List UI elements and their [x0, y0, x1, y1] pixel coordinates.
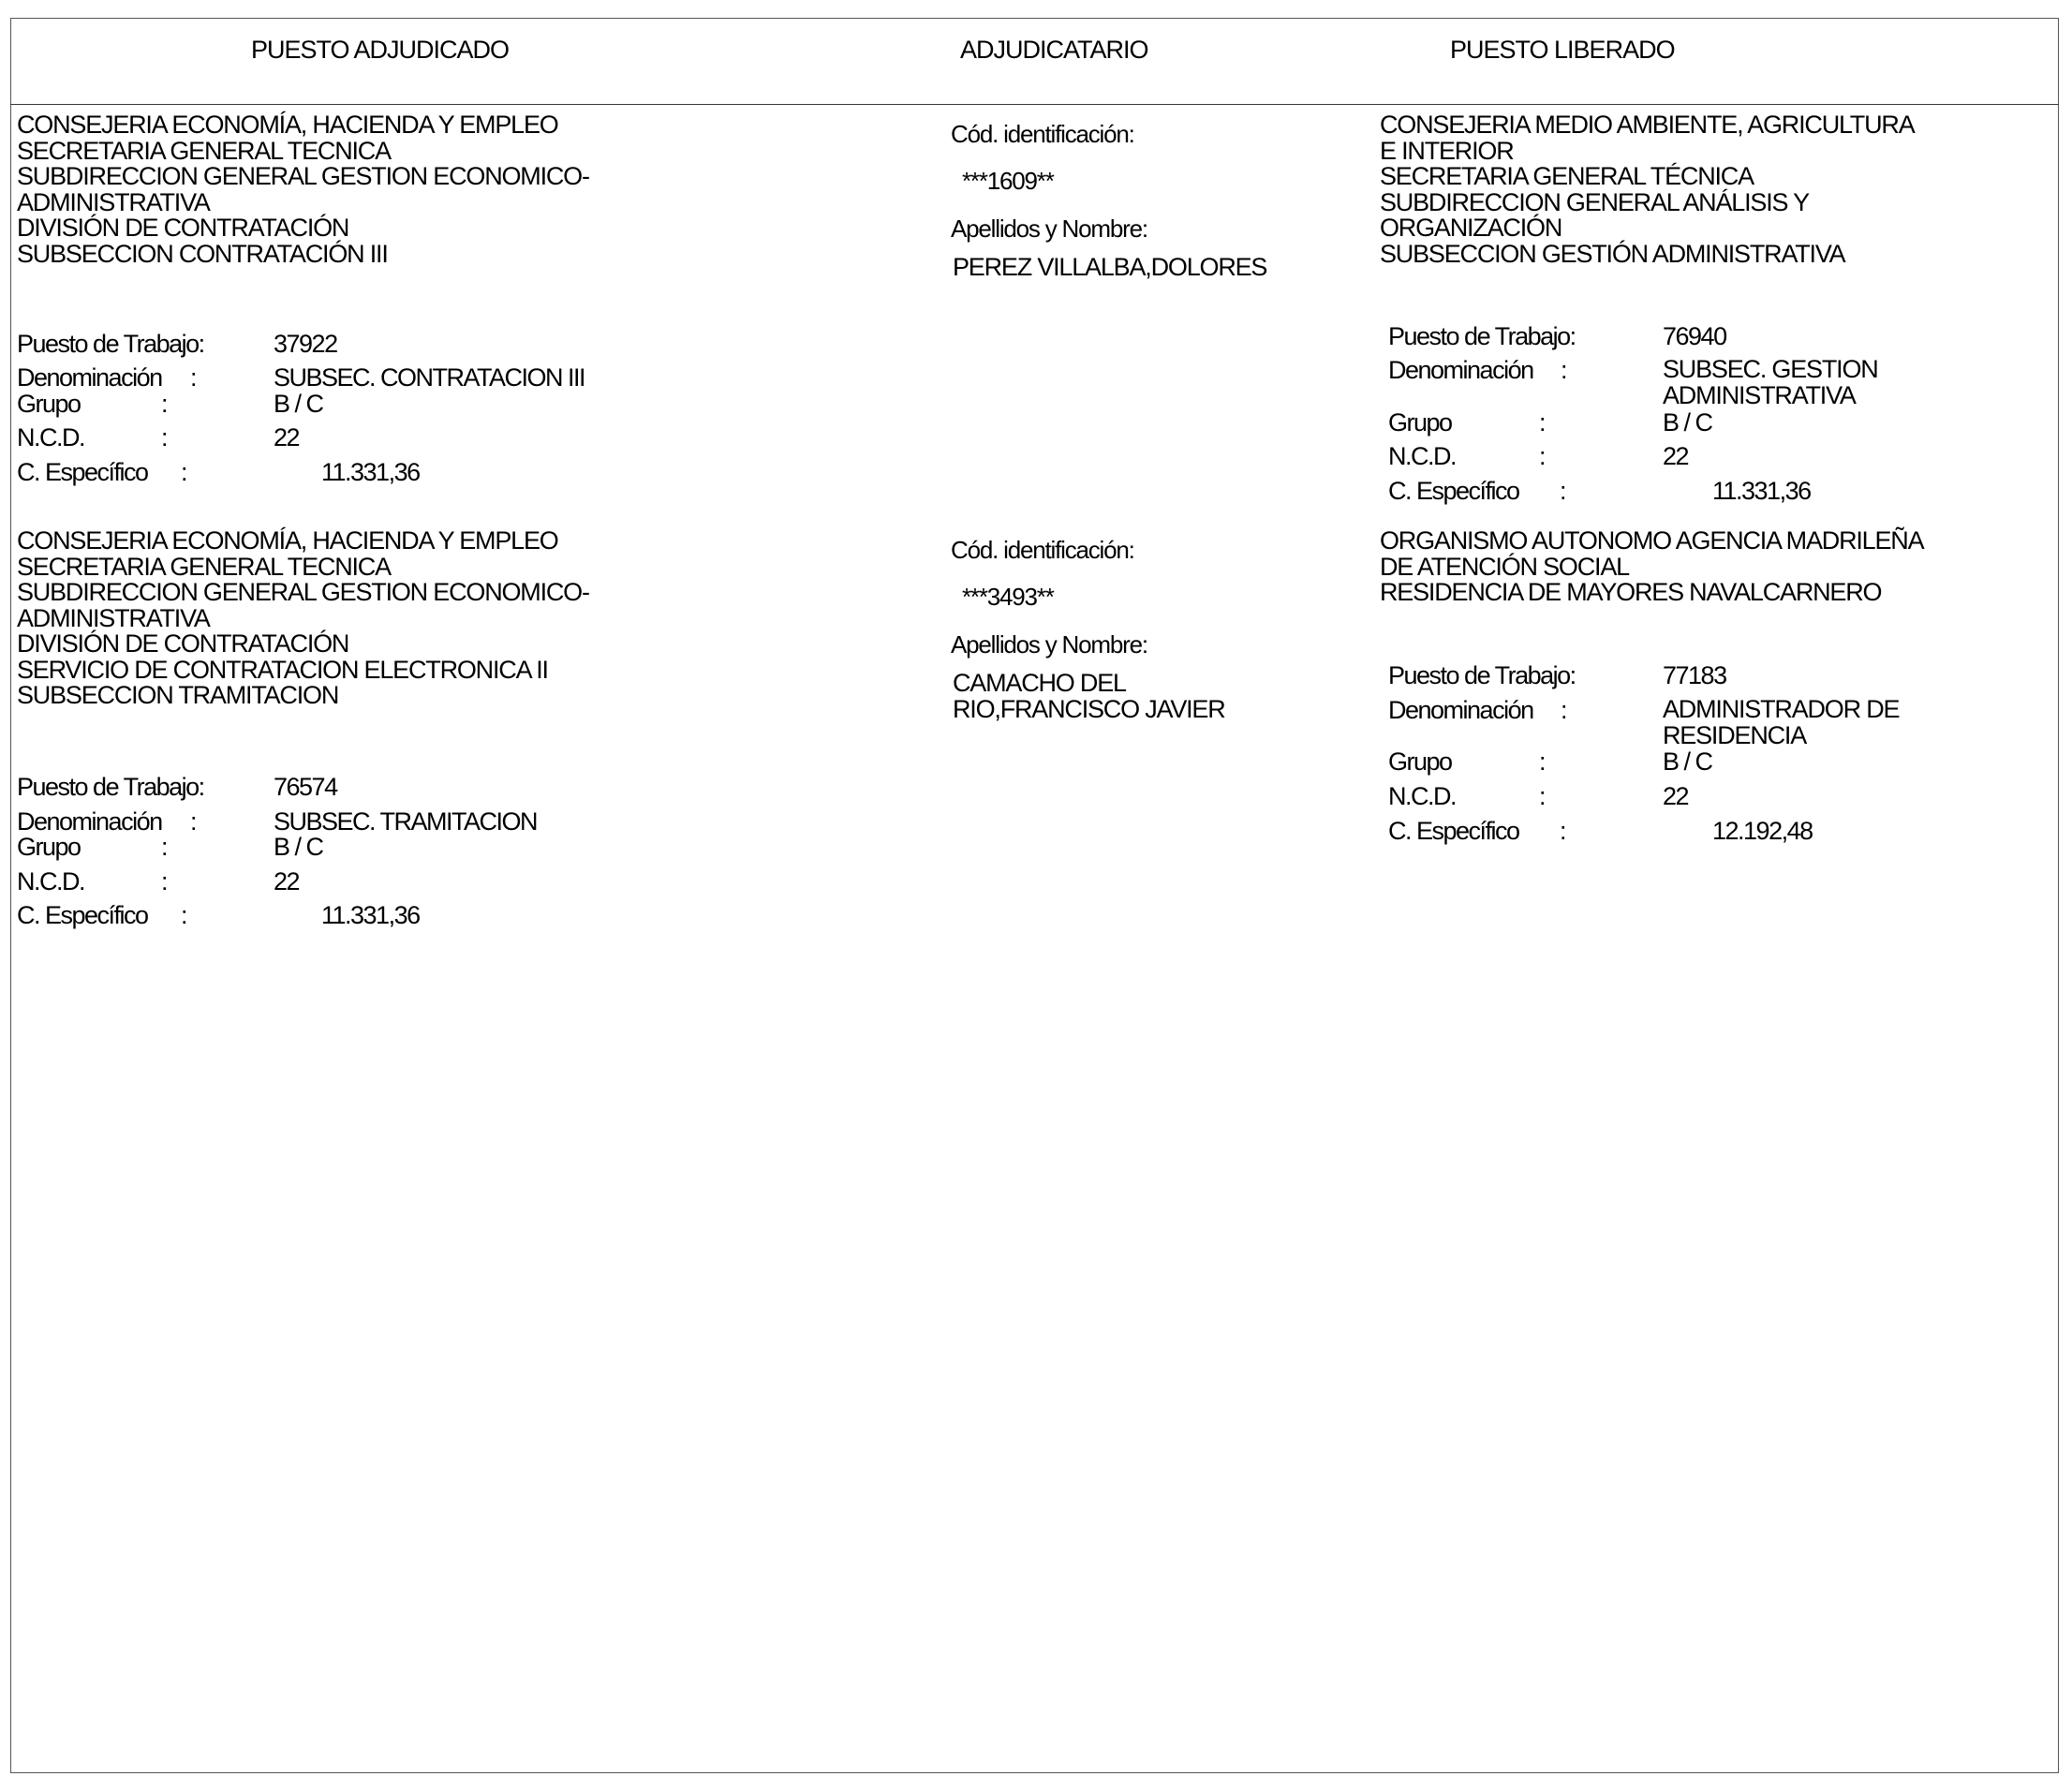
- nombre-line: PEREZ VILLALBA,DOLORES: [953, 253, 1267, 281]
- org-line: SERVICIO DE CONTRATACION ELECTRONICA II: [17, 655, 548, 684]
- ncd-label: N.C.D.: [1388, 782, 1456, 810]
- record-2-liberado-org: [1380, 528, 1923, 606]
- denominacion-value: [1663, 697, 1899, 748]
- colon: :: [161, 833, 168, 861]
- org-line: CONSEJERIA MEDIO AMBIENTE, AGRICULTURA: [1380, 111, 1915, 139]
- nombre-line: CAMACHO DEL: [953, 669, 1126, 697]
- especifico-value: 11.331,36: [321, 901, 420, 929]
- org-line: SECRETARIA GENERAL TECNICA: [17, 136, 391, 165]
- colon: :: [1560, 817, 1566, 845]
- record-1-liberado-org: [1380, 112, 1915, 267]
- colon: :: [161, 390, 168, 418]
- org-line: SUBSECCION GESTIÓN ADMINISTRATIVA: [1380, 239, 1845, 268]
- especifico-label: C. Específico: [1388, 817, 1519, 845]
- header-puesto-adjudicado: PUESTO ADJUDICADO: [251, 36, 510, 64]
- org-line: CONSEJERIA ECONOMÍA, HACIENDA Y EMPLEO: [17, 111, 558, 139]
- org-line: E INTERIOR: [1380, 136, 1514, 165]
- document-frame: [10, 18, 2059, 1773]
- especifico-value: 11.331,36: [321, 458, 420, 486]
- org-line: SUBSECCION CONTRATACIÓN III: [17, 239, 388, 268]
- adjudicatario-nombre: [953, 255, 1266, 281]
- especifico-value: 11.331,36: [1712, 477, 1811, 505]
- denominacion-line: RESIDENCIA: [1663, 720, 1807, 749]
- colon: :: [1539, 442, 1546, 470]
- org-line: SECRETARIA GENERAL TECNICA: [17, 552, 391, 581]
- colon: :: [1561, 356, 1567, 384]
- ncd-value: 22: [274, 423, 300, 451]
- org-line: SUBDIRECCION GENERAL ANÁLISIS Y: [1380, 187, 1809, 216]
- ncd-value: 22: [1663, 782, 1689, 810]
- grupo-value: B / C: [1663, 747, 1712, 776]
- puesto-label: Puesto de Trabajo:: [17, 330, 204, 358]
- puesto-value: 37922: [274, 330, 337, 358]
- apellidos-nombre-label: Apellidos y Nombre:: [951, 215, 1147, 243]
- ncd-label: N.C.D.: [17, 423, 84, 451]
- org-line: RESIDENCIA DE MAYORES NAVALCARNERO: [1380, 578, 1882, 606]
- grupo-value: B / C: [274, 833, 323, 861]
- org-line: DIVISIÓN DE CONTRATACIÓN: [17, 629, 349, 658]
- colon: :: [161, 867, 168, 895]
- org-line: ADMINISTRATIVA: [17, 187, 210, 216]
- ncd-value: 22: [1663, 442, 1689, 470]
- record-1-adjudicado-org: [17, 112, 589, 267]
- nombre-line: RIO,FRANCISCO JAVIER: [953, 694, 1225, 723]
- header-puesto-liberado: PUESTO LIBERADO: [1450, 36, 1675, 64]
- especifico-value: 12.192,48: [1712, 817, 1813, 845]
- colon: :: [190, 363, 197, 392]
- colon: :: [1560, 477, 1566, 505]
- denominacion-line: ADMINISTRATIVA: [1663, 380, 1856, 409]
- colon: :: [1539, 747, 1546, 776]
- puesto-label: Puesto de Trabajo:: [1388, 661, 1576, 689]
- denominacion-label: Denominación: [17, 363, 162, 392]
- org-line: DIVISIÓN DE CONTRATACIÓN: [17, 214, 349, 242]
- cod-identificacion-label: Cód. identificación:: [951, 536, 1134, 564]
- header-divider: [10, 104, 2059, 105]
- especifico-label: C. Específico: [1388, 477, 1519, 505]
- grupo-label: Grupo: [17, 833, 81, 861]
- puesto-label: Puesto de Trabajo:: [1388, 322, 1576, 350]
- denominacion-value: SUBSEC. TRAMITACION: [274, 807, 538, 836]
- org-line: ORGANIZACIÓN: [1380, 214, 1562, 242]
- adjudicatario-nombre: [953, 671, 1225, 722]
- puesto-value: 76940: [1663, 322, 1726, 350]
- org-line: SUBSECCION TRAMITACION: [17, 681, 339, 709]
- denominacion-value: SUBSEC. CONTRATACION III: [274, 363, 585, 392]
- denominacion-line: ADMINISTRADOR DE: [1663, 695, 1900, 723]
- colon: :: [1539, 782, 1546, 810]
- denominacion-label: Denominación: [1388, 696, 1533, 724]
- org-line: ORGANISMO AUTONOMO AGENCIA MADRILEÑA: [1380, 526, 1924, 555]
- denominacion-line: SUBSEC. GESTION: [1663, 355, 1878, 383]
- colon: :: [181, 458, 187, 486]
- apellidos-nombre-label: Apellidos y Nombre:: [951, 630, 1147, 659]
- colon: :: [190, 807, 197, 836]
- puesto-label: Puesto de Trabajo:: [17, 773, 204, 801]
- grupo-value: B / C: [1663, 408, 1712, 437]
- cod-identificacion-label: Cód. identificación:: [951, 120, 1134, 148]
- colon: :: [1561, 696, 1567, 724]
- especifico-label: C. Específico: [17, 901, 148, 929]
- grupo-value: B / C: [274, 390, 323, 418]
- org-line: SECRETARIA GENERAL TÉCNICA: [1380, 162, 1754, 190]
- header-adjudicatario: ADJUDICATARIO: [960, 36, 1148, 64]
- ncd-label: N.C.D.: [1388, 442, 1456, 470]
- especifico-label: C. Específico: [17, 458, 148, 486]
- colon: :: [161, 423, 168, 451]
- grupo-label: Grupo: [17, 390, 81, 418]
- org-line: CONSEJERIA ECONOMÍA, HACIENDA Y EMPLEO: [17, 526, 558, 555]
- org-line: DE ATENCIÓN SOCIAL: [1380, 552, 1629, 581]
- puesto-value: 76574: [274, 773, 337, 801]
- colon: :: [181, 901, 187, 929]
- grupo-label: Grupo: [1388, 747, 1452, 776]
- puesto-value: 77183: [1663, 661, 1726, 689]
- cod-identificacion-value: ***1609**: [962, 167, 1054, 195]
- denominacion-label: Denominación: [1388, 356, 1533, 384]
- grupo-label: Grupo: [1388, 408, 1452, 437]
- ncd-value: 22: [274, 867, 300, 895]
- org-line: SUBDIRECCION GENERAL GESTION ECONOMICO-: [17, 578, 589, 606]
- denominacion-value: [1663, 357, 1878, 408]
- colon: :: [1539, 408, 1546, 437]
- ncd-label: N.C.D.: [17, 867, 84, 895]
- cod-identificacion-value: ***3493**: [962, 583, 1054, 611]
- denominacion-label: Denominación: [17, 807, 162, 836]
- org-line: SUBDIRECCION GENERAL GESTION ECONOMICO-: [17, 162, 589, 190]
- org-line: ADMINISTRATIVA: [17, 603, 210, 632]
- record-2-adjudicado-org: [17, 528, 589, 709]
